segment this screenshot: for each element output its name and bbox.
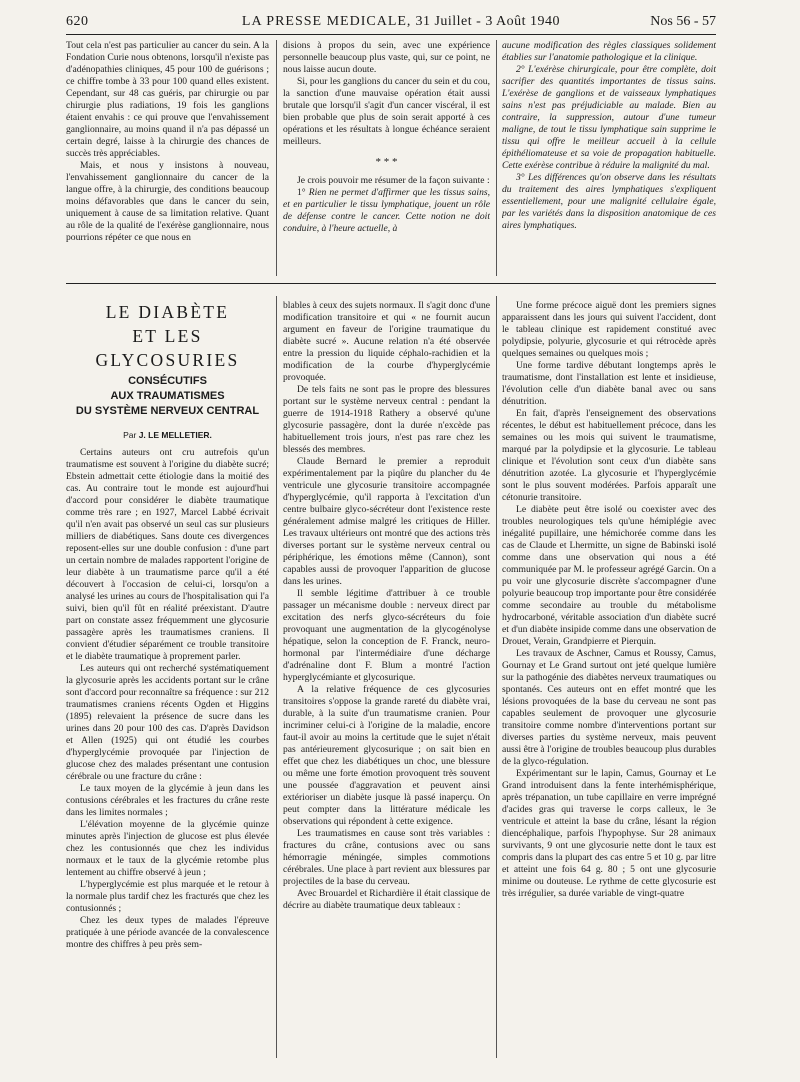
paragraph: De tels faits ne sont pas le propre des blessures portant sur le système nerveux central : pendant la guerre de 1914-1918 Rathery a observé qu'une glycosurie passagère, dont la durée n'excède pas habituellement trois jours, n'est pas rare chez les blessés des membres. <box>283 384 490 455</box>
paragraph: Les travaux de Aschner, Camus et Roussy, Camus, Gournay et Le Grand surtout ont jeté quelque lumière sur la pathogénie des diabètes nerveux traumatiques ou spontanés. Ces auteurs ont en effet montré que les lésions provoquées de la base du cerveau ne sont pas capables seulement de provoquer une glycosurie transitoire comme nombre d'interventions portant sur diverses parties du système nerveux, mais peuvent aussi être à l'origine de troubles beaucoup plus durables de la glyco-régulation. <box>502 648 716 767</box>
journal-title <box>216 14 586 30</box>
paragraph: Avec Brouardel et Richardière il était classique de décrire au diabète traumatique deux tableaux : <box>283 888 490 911</box>
column-divider <box>276 40 277 276</box>
column-divider <box>496 296 497 1058</box>
paragraph: Une forme précoce aiguë dont les premiers signes apparaissent dans les jours qui suivent l'accident, dont le tableau clinique est rapidement constitué avec polydipsie, polyurie, glycosurie et qui rétrocède après quelques semaines ou quelques mois ; <box>502 300 716 359</box>
page-header <box>66 12 716 34</box>
byline-author: J. LE MELLETIER. <box>138 430 212 440</box>
paragraph: Une forme tardive débutant longtemps après le traumatisme, dont l'installation est lente et insidieuse, l'évolution celle d'un diabète banal avec ou sans dénutrition. <box>502 360 716 407</box>
section-rule <box>66 283 716 284</box>
top-column-3 <box>502 40 716 276</box>
issue-number: Nos 56 - 57 <box>650 14 716 29</box>
paragraph: Certains auteurs ont cru autrefois qu'un traumatisme est souvent à l'origine du diabète sucré; Ebstein admettait cette étiologie dans la moitié des cas. Au contraire tout le monde est aujourd'hui d'accord pour considérer le diabète traumatique comme très rare ; en 1927, Marcel Labbé écrivait qu'il n'en avait pas observé un seul cas sur plusieurs milliers de diabétiques. Sans doute ces divergences reposent-elles sur une double confusion : d'une part un certain nombre de malades rapportent l'origine de leur diabète à un traumatisme parce qu'il a été découvert à l'occasion de celui-ci, lorsqu'on a analysé les urines au cours de l'hospitalisation qui l'a suivi, bien qu'il fût en réalité préexistant. D'autre part on constate assez fréquemment une glycosurie passagère après les traumatismes craniens. Il convient d'étudier séparément ce trouble transitoire et le diabète traumatique à proprement parler. <box>66 447 269 662</box>
section-stars: * * * <box>375 156 398 168</box>
paragraph: disions à propos du sein, avec une expérience personnelle beaucoup plus vaste, qui, sur ce point, ne nous laisse aucun doute. <box>283 40 490 75</box>
paragraph: aucune modification des règles classiques solidement établies sur l'anatomie pathologique et la clinique. <box>502 40 716 63</box>
paragraph: Chez les deux types de malades l'épreuve pratiquée à une période avancée de la convalescence montre des chiffres à peu près sem- <box>66 915 269 950</box>
paragraph: 3° Les différences qu'on observe dans les résultats du traitement des aires lymphatiques s'expliquent essentiellement, pour une malignité cellulaire égale, par les variétés dans la disposition anatomique de ces aires lymphatiques. <box>502 172 716 231</box>
page-number: 620 <box>66 14 89 29</box>
paragraph: Les traumatismes en cause sont très variables : fractures du crâne, contusions avec ou sans hémorragie méningée, simples commotions cérébrales. Une place à part revient aux blessures par projectiles de la base du cerveau. <box>283 828 490 887</box>
paragraph: Tout cela n'est pas particulier au cancer du sein. A la Fondation Curie nous obtenons, lorsqu'il n'existe pas d'adénopathies cliniques, 45 pour 100 de guérisons ; ce chiffre tombe à 33 pour 100 quand elles existent. Cependant, sur 48 cas guéris, par chirurgie ou par chirurgie plus radiations, 19 fois les ganglions étaient envahis : ce qui prouve que l'envahissement ganglionnaire, au moins quand il n'a pas dépassé un certain degré, laisse à la chirurgie des chances de succès très appréciables. <box>66 40 269 159</box>
italic-text: Rien ne permet d'affirmer que les tissus sains, et en particulier le tissu lymphatique, jouent un rôle de défense contre le cancer. Cette notion ne doit conduire, à l'heure actuelle, à <box>283 187 490 234</box>
paragraph: Si, pour les ganglions du cancer du sein et du cou, la sanction d'une mauvaise opération était aussi brutale que lorsqu'il s'agit d'un cancer viscéral, il est bien probable que plus de soin serait apporté à ces opérations et les résultats à longue échéance seraient meilleurs. <box>283 76 490 147</box>
article-heading <box>66 300 269 441</box>
paragraph: L'hyperglycémie est plus marquée et le retour à la normale plus tardif chez les fracturés que chez les contusionnés ; <box>66 879 269 914</box>
paragraph: Il semble légitime d'attribuer à ce trouble passager un mécanisme double : nerveux direct par excitation des nerfs glyco-sécréteurs du foie provoquant une augmentation de la glycogénolyse hépatique, selon la conception de F. Franck, neuro-hormonal par l'intermédiaire d'une décharge d'adrénaline dont F. Blum a montré l'action hyperglycémiante et glycosurique. <box>283 588 490 683</box>
paragraph: Claude Bernard le premier a reproduit expérimentalement par la piqûre du plancher du 4e ventricule une glycosurie transitoire accompagnée d'hyperglycémie, qu'il rapporta à l'excitation d'un centre bulbaire glyco-sécréteur dont l'existence reste généralement admise malgré les critiques de Hiller. Les travaux ultérieurs ont montré que des actions très diverses portant sur le système nerveux central ou périphérique, les émotions même (Cannon), sont capables aussi de provoquer l'apparition de glucose dans les urines. <box>283 456 490 587</box>
paragraph: Je crois pouvoir me résumer de la façon suivante : <box>297 175 490 186</box>
article-subtitle-line-1: CONSÉCUTIFS <box>128 375 207 387</box>
paragraph: Mais, et nous y insistons à nouveau, l'envahissement ganglionnaire du cancer de la langue offre, à la chirurgie, des conditions beaucoup moins défavorables que dans le cancer du sein, uniquement à cause de sa limitation relative. Quant au rôle de la qualité de l'exérèse ganglionnaire, nous pourrions répéter ce que nous en <box>66 160 269 243</box>
paragraph <box>283 187 490 235</box>
header-rule <box>66 34 716 35</box>
top-column-2 <box>283 40 490 276</box>
conclusion-number: 1° <box>297 187 309 198</box>
article-column-2 <box>283 300 490 1060</box>
byline <box>66 429 269 441</box>
journal-name: LA PRESSE MEDICALE, <box>241 14 412 29</box>
paragraph: Les auteurs qui ont recherché systématiquement la glycosurie après les accidents portant sur le crâne sont d'accord pour reconnaître sa fréquence : sur 212 traumatismes craniens récents Ogden et Higgins (1895) relevaient la présence de sucre dans les urines dans 20 pour 100 des cas. D'après Davidson et Allen (1925) qui ont étudié les courbes d'hyperglycémie provoquée par l'injection de glucose chez des malades présentant une contusion cérébrale ou une fracture du crâne : <box>66 663 269 782</box>
paragraph: A la relative fréquence de ces glycosuries transitoires s'oppose la grande rareté du diabète vrai, durable, à la suite d'un traumatisme cranien. Pour incriminer celui-ci à l'origine de la maladie, encore faut-il avoir au moins la certitude que le sujet n'était pas antérieurement glycosurique ; on sait bien en effet que chez les diabétiques un choc, une blessure ou même une forte émotion provoquent très souvent une poussée d'aggravation et peuvent ainsi extérioriser un diabète jusque là passé inaperçu. On peut compter dans la littérature médicale les observations qui répondent à cette exigence. <box>283 684 490 827</box>
paragraph: En fait, d'après l'enseignement des observations récentes, le début est habituellement précoce, dans les semaines ou les mois qui suivent le traumatisme, marqué par la polydipsie et la glycosurie. Le tableau clinique et l'évolution sont ceux d'un diabète sans dénutrition azotée. La glycosurie et l'hyperglycémie sont le plus souvent modérées. Parfois apparaît une cétonurie transitoire. <box>502 408 716 503</box>
column-divider <box>496 40 497 276</box>
article-column-3 <box>502 300 716 1060</box>
top-column-1 <box>66 40 269 276</box>
column-divider <box>276 296 277 1058</box>
paragraph: L'élévation moyenne de la glycémie quinze minutes après l'injection de glucose est plus élevée chez les contusionnés que chez les individus normaux et le taux de la glycémie retombe plus lentement au chiffre observé à jeun ; <box>66 819 269 878</box>
paragraph: 2° L'exérèse chirurgicale, pour être complète, doit sacrifier des quantités importantes de tissus sains. L'exérèse de ganglions et de vaisseaux lymphatiques sains n'est pas préjudiciable au malade. Bien au contraire, la suppression, autour d'une tumeur maligne, de tout le tissu lymphatique sain supprime le tissu qui offre le meilleur accueil à la cellule épithéliomateuse et sa voie de propagation habituelle. Cette exérèse contribue à réduire la malignité du mal. <box>502 64 716 171</box>
issue-date: 31 Juillet - 3 Août 1940 <box>415 14 561 29</box>
article-title-line-2: ET LES GLYCOSURIES <box>95 326 240 370</box>
article-title-line-1: LE DIABÈTE <box>105 302 230 322</box>
paragraph: Le diabète peut être isolé ou coexister avec des troubles neurologiques tels qu'une hémiplégie avec inégalité pupillaire, une hémichorée comme dans les cas de Claude et Lhermitte, un signe de Babinski isolé comme dans une observation qui nous a été communiquée par M. le professeur agrégé Garcin. On a pu voir une glycosurie discrète s'accompagner d'une polyurie beaucoup trop importante pour être considérée comme secondaire au trouble du métabolisme hydrocarboné, véritable association d'un diabète sucré et d'un diabète insipide comme dans une observation de Drouet, Verain, Grandpierre et Pierquin. <box>502 504 716 647</box>
byline-prefix: Par <box>123 430 139 440</box>
article-column-1 <box>66 447 269 1060</box>
paragraph: Le taux moyen de la glycémie à jeun dans les contusions cérébrales et les fractures du crâne reste dans les limites normales ; <box>66 783 269 818</box>
paragraph: blables à ceux des sujets normaux. Il s'agit donc d'une modification transitoire et qui « ne fournit aucun argument en faveur de l'origine traumatique du diabète sucré ». Aucune relation n'a été observée entre la pression du liquide céphalo-rachidien et la modification de la courbe d'hyperglycémie provoquée. <box>283 300 490 383</box>
article-subtitle-line-3: DU SYSTÈME NERVEUX CENTRAL <box>75 405 260 417</box>
paragraph: Expérimentant sur le lapin, Camus, Gournay et Le Grand introduisent dans la fente interhémisphérique, après trépanation, un tube capillaire en verre imprégné d'acides gras qui traverse le corps calleux, le 3e ventricule et atteint la base du crâne, lésant la région diencéphalique, parfois l'hypophyse. Sur 28 animaux survivants, 9 ont une glycosurie nette dont le taux est compris dans la plupart des cas entre 5 et 10 g. par litre et atteint une fois 64 g. 80 ; 5 ont une glycosurie minime ou douteuse. Le rythme de cette glycosurie est très irrégulier, sa durée variable de vingt-quatre <box>502 768 716 899</box>
article-subtitle-line-2: AUX TRAUMATISMES <box>110 390 225 402</box>
